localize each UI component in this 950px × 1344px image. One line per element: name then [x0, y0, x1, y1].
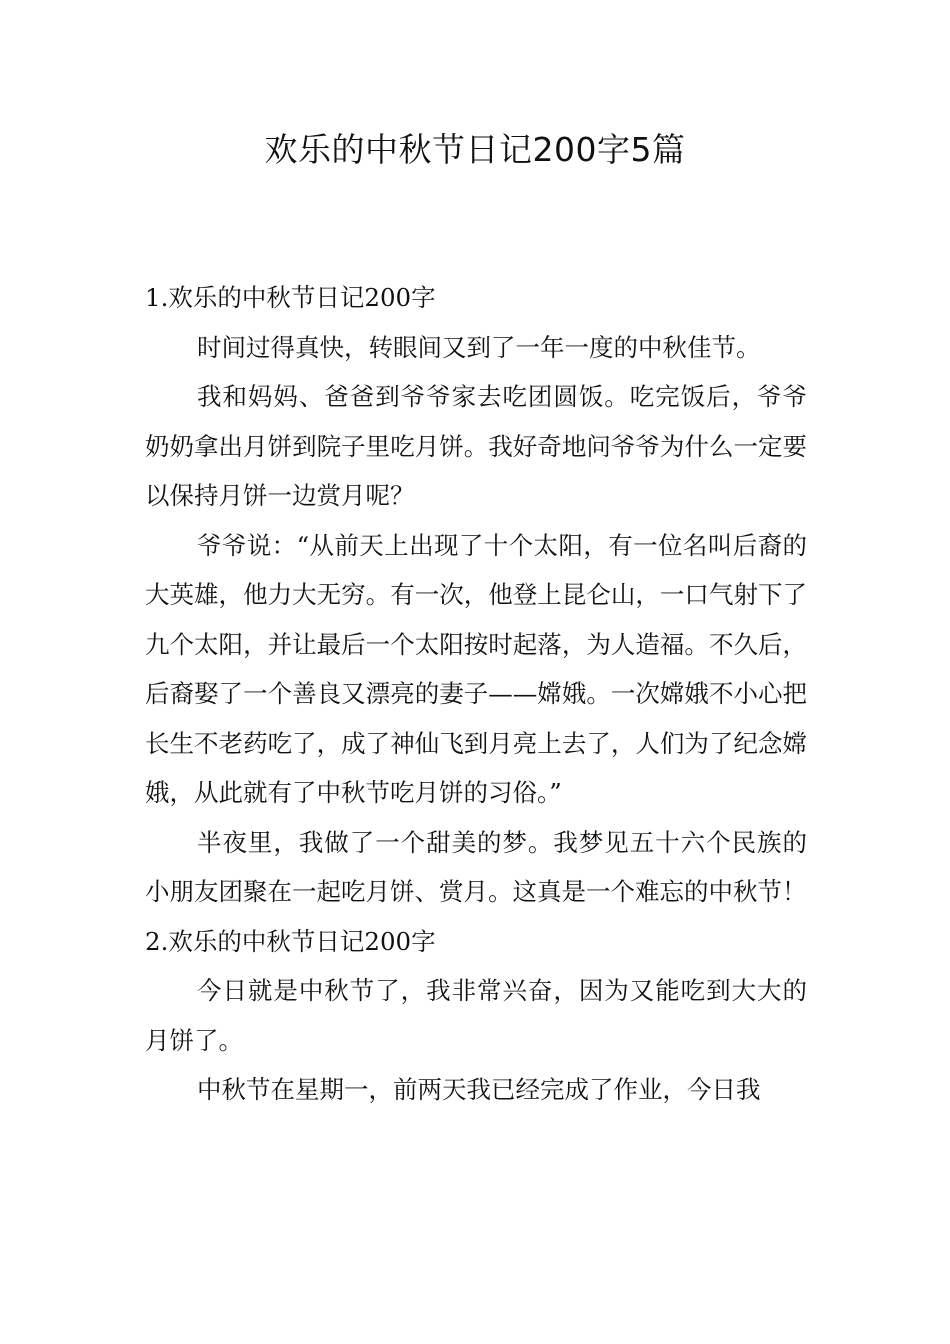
- section-heading-1: 1.欢乐的中秋节日记200字: [145, 283, 436, 312]
- document-body: [145, 273, 807, 1115]
- paragraph: 我和妈妈、爸爸到爷爷家去吃团圆饭。吃完饭后，爷爷奶奶拿出月饼到院子里吃月饼。我好奇地问爷爷为什么一定要以保持月饼一边赏月呢？: [145, 382, 807, 510]
- paragraph: 爷爷说：“从前天上出现了十个太阳，有一位名叫后裔的大英雄，他力大无穷。有一次，他登上昆仑山，一口气射下了九个太阳，并让最后一个太阳按时起落，为人造福。不久后，后裔娶了一个善良又漂亮的妻子——嫦娥。一次嫦娥不小心把长生不老药吃了，成了神仙飞到月亮上去了，人们为了纪念嫦娥，从此就有了中秋节吃月饼的习俗。”: [145, 530, 807, 807]
- paragraph: 时间过得真快，转眼间又到了一年一度的中秋佳节。: [197, 332, 761, 362]
- document-title: 欢乐的中秋节日记200字5篇: [264, 130, 686, 169]
- paragraph: 今日就是中秋节了，我非常兴奋，因为又能吃到大大的月饼了。: [145, 976, 807, 1055]
- paragraph: 半夜里，我做了一个甜美的梦。我梦见五十六个民族的小朋友团聚在一起吃月饼、赏月。这真是一个难忘的中秋节！: [145, 827, 807, 906]
- paragraph: 中秋节在星期一，前两天我已经完成了作业，今日我: [197, 1075, 761, 1104]
- section-heading-2: 2.欢乐的中秋节日记200字: [145, 926, 436, 956]
